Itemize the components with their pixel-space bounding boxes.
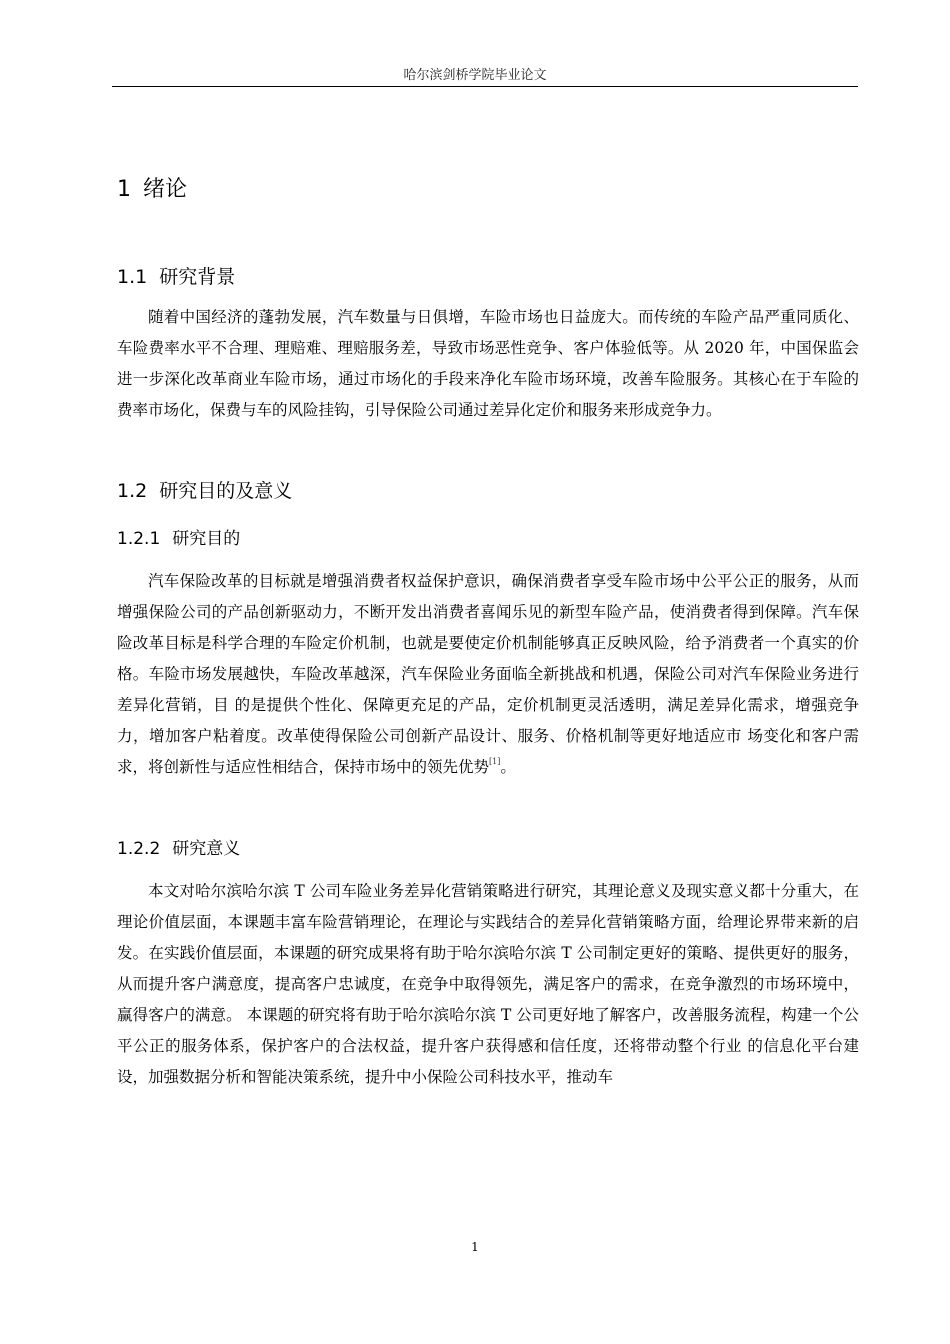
- citation-reference: [1]: [489, 757, 501, 766]
- subsection-title: 研究目的: [172, 529, 241, 549]
- chapter-title: 绪论: [143, 177, 188, 202]
- section-title: 研究目的及意义: [159, 480, 293, 502]
- page-number: 1: [471, 1240, 479, 1254]
- paragraph-purpose: [117, 566, 859, 783]
- subsection-number: 1.2.1: [117, 529, 161, 549]
- section-heading-background: [117, 262, 235, 289]
- chapter-heading: [117, 172, 187, 203]
- paragraph-background: 随着中国经济的蓬勃发展，汽车数量与日俱增，车险市场也日益庞大。而传统的车险产品严重同质化、车险费率水平不合理、理赔难、理赔服务差，导致市场恶性竞争、客户体验低等。从 2020 年，中国保监会进一步深化改革商业车险市场，通过市场化的手段来净化车险市场环境，改善车险服务。其核心在于车险的费率市场化，保费与车的风险挂钩，引导保险公司通过差异化定价和服务来形成竞争力。: [117, 308, 859, 419]
- section-number: 1.2: [117, 480, 148, 502]
- section-title: 研究背景: [159, 266, 236, 288]
- subsection-title: 研究意义: [172, 839, 241, 859]
- section-heading-purpose-significance: [117, 476, 292, 503]
- subsection-heading-purpose: [117, 524, 240, 549]
- subsection-heading-significance: [117, 834, 240, 859]
- section-number: 1.1: [117, 266, 148, 288]
- page-header: 哈尔滨剑桥学院毕业论文: [403, 68, 547, 83]
- paragraph-purpose-end: 。: [500, 758, 516, 776]
- paragraph-purpose-text: 汽车保险改革的目标就是增强消费者权益保护意识，确保消费者享受车险市场中公平公正的服务，从而增强保险公司的产品创新驱动力，不断开发出消费者喜闻乐见的新型车险产品，使消费者得到保障。汽车保险改革目标是科学合理的车险定价机制，也就是要使定价机制能够真正反映风险，给予消费者一个真实的价格。车险市场发展越快，车险改革越深，汽车保险业务面临全新挑战和机遇，保险公司对汽车保险业务进行差异化营销，目 的是提供个性化、保障更充足的产品，定价机制更灵活透明，满足差异化需求，增强竞争 力，增加客户粘着度。改革使得保险公司创新产品设计、服务、价格机制等更好地适应市 场变化和客户需求，将创新性与适应性相结合，保持市场中的领先优势: [117, 572, 859, 776]
- paragraph-significance: 本文对哈尔滨哈尔滨 T 公司车险业务差异化营销策略进行研究，其理论意义及现实意义都十分重大，在理论价值层面，本课题丰富车险营销理论，在理论与实践结合的差异化营销策略方面，给理论界带来新的启发。在实践价值层面，本课题的研究成果将有助于哈尔滨哈尔滨 T 公司制定更好的策略、提供更好的服务，从而提升客户满意度，提高客户忠诚度，在竞争中取得领先，满足客户的需求，在竞争激烈的市场环境中，赢得客户的满意。 本课题的研究将有助于哈尔滨哈尔滨 T 公司更好地了解客户，改善服务流程，构建一个公 平公正的服务体系，保护客户的合法权益，提升客户获得感和信任度，还将带动整个行业 的信息化平台建设，加强数据分析和智能决策系统，提升中小保险公司科技水平，推动车: [117, 882, 859, 1086]
- subsection-number: 1.2.2: [117, 839, 161, 859]
- chapter-number: 1: [117, 177, 131, 202]
- header-divider: [112, 86, 858, 87]
